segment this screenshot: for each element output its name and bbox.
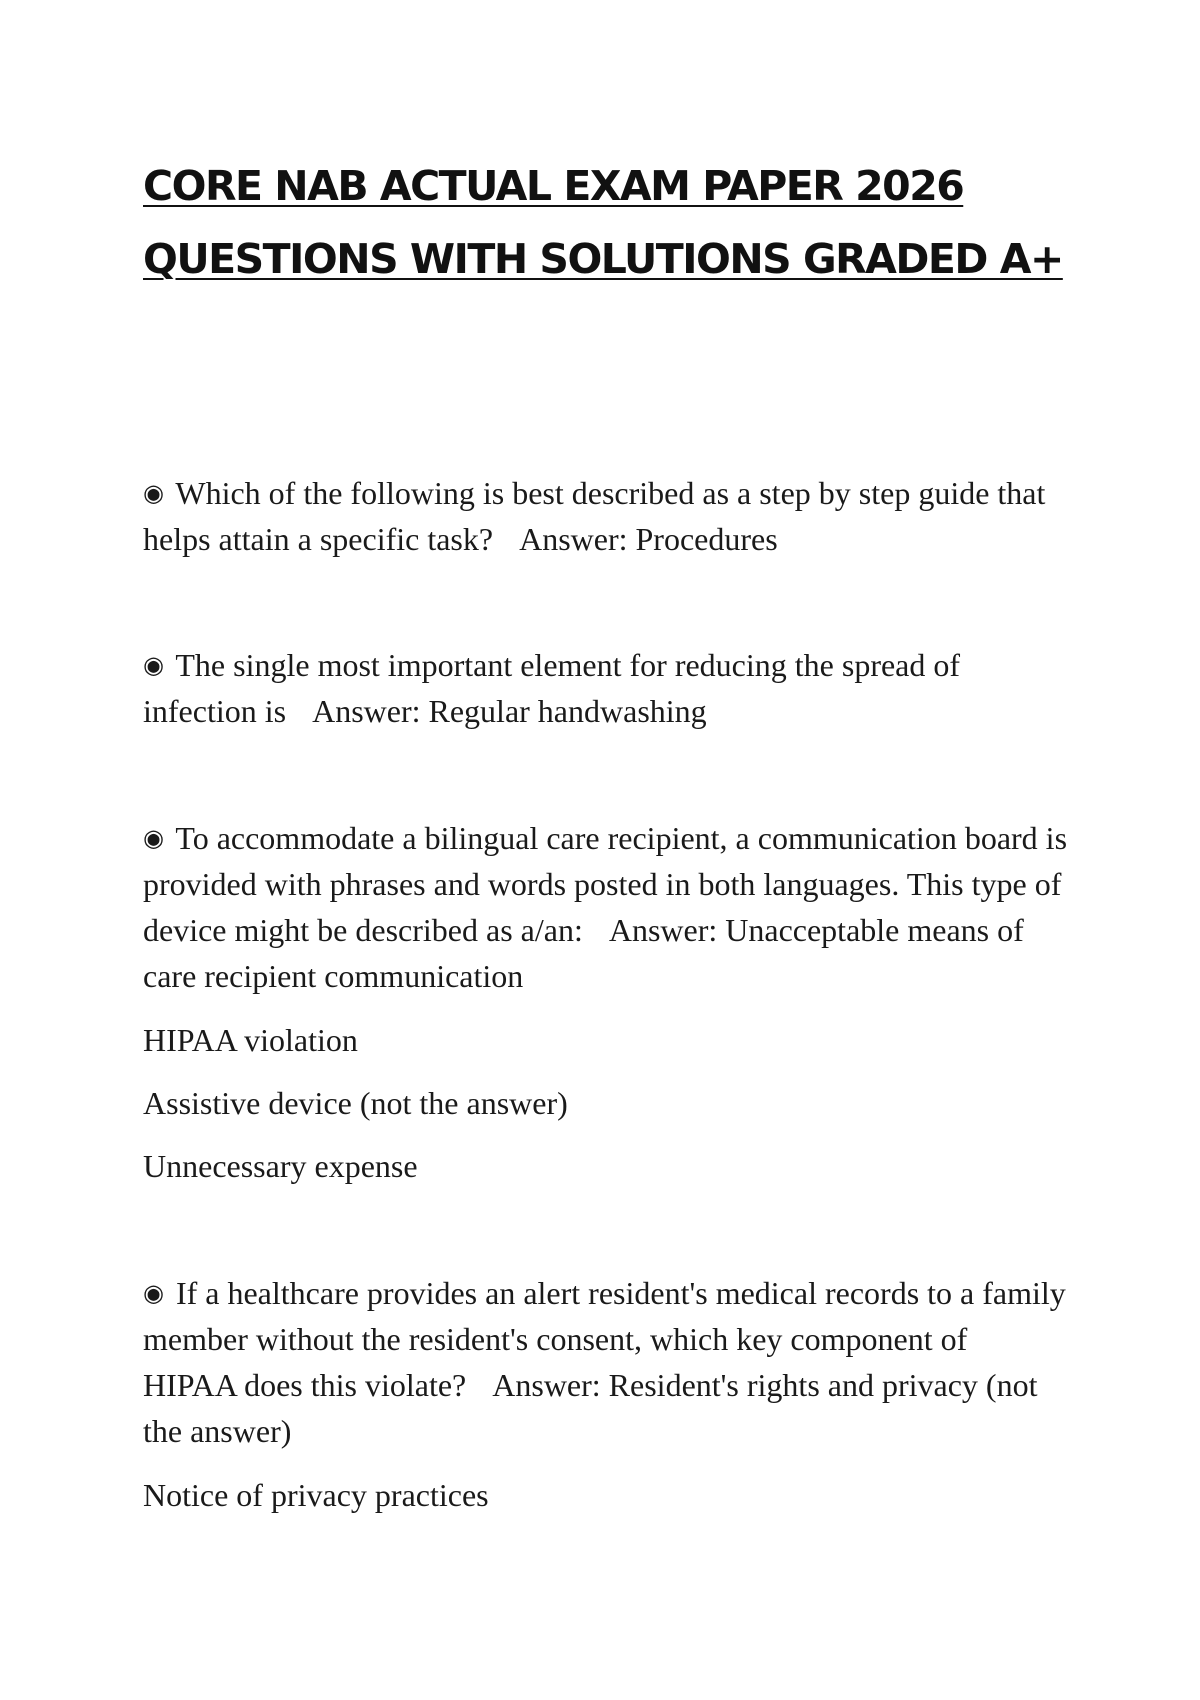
question-3-text: To accommodate a bilingual care recipient, a communication board is provided with phrases and words posted in both languages. This type of device might be described as a/an: <box>143 820 1068 948</box>
answer-option: Notice of privacy practices <box>143 1477 489 1513</box>
bullet-icon: ◉ <box>143 479 164 507</box>
question-block-4 <box>143 1270 1068 1454</box>
question-4-answer: Answer: Resident's rights and privacy (not the answer) <box>143 1367 1038 1449</box>
question-block-2 <box>143 642 1068 734</box>
question-2-text: The single most important element for reducing the spread of infection is <box>143 647 961 729</box>
question-text <box>143 815 1068 999</box>
bullet-icon: ◉ <box>143 824 164 852</box>
answer-option: Unnecessary expense <box>143 1148 418 1184</box>
answer-option: HIPAA violation <box>143 1022 358 1058</box>
question-1-text: Which of the following is best described as a step by step guide that helps attain a specific task? <box>143 475 1046 557</box>
question-1-answer: Answer: Procedures <box>519 521 778 557</box>
question-block-3 <box>143 815 1068 999</box>
answer-option: Assistive device (not the answer) <box>143 1085 568 1121</box>
title-line-2: QUESTIONS WITH SOLUTIONS GRADED A+ <box>143 235 1063 283</box>
document-title <box>143 150 1063 296</box>
question-3-answer: Answer: Unacceptable means of care recipient communication <box>143 912 1024 994</box>
bullet-icon: ◉ <box>143 651 164 679</box>
question-text <box>143 642 1068 734</box>
bullet-icon: ◉ <box>143 1279 164 1307</box>
question-4-text: If a healthcare provides an alert resident's medical records to a family member without the resident's consent, which key component of HIPAA does this violate? <box>143 1275 1066 1403</box>
question-2-answer: Answer: Regular handwashing <box>312 693 707 729</box>
question-block-1 <box>143 470 1068 562</box>
title-line-1: CORE NAB ACTUAL EXAM PAPER 2026 <box>143 162 964 210</box>
question-text <box>143 1270 1068 1454</box>
question-text <box>143 470 1068 562</box>
